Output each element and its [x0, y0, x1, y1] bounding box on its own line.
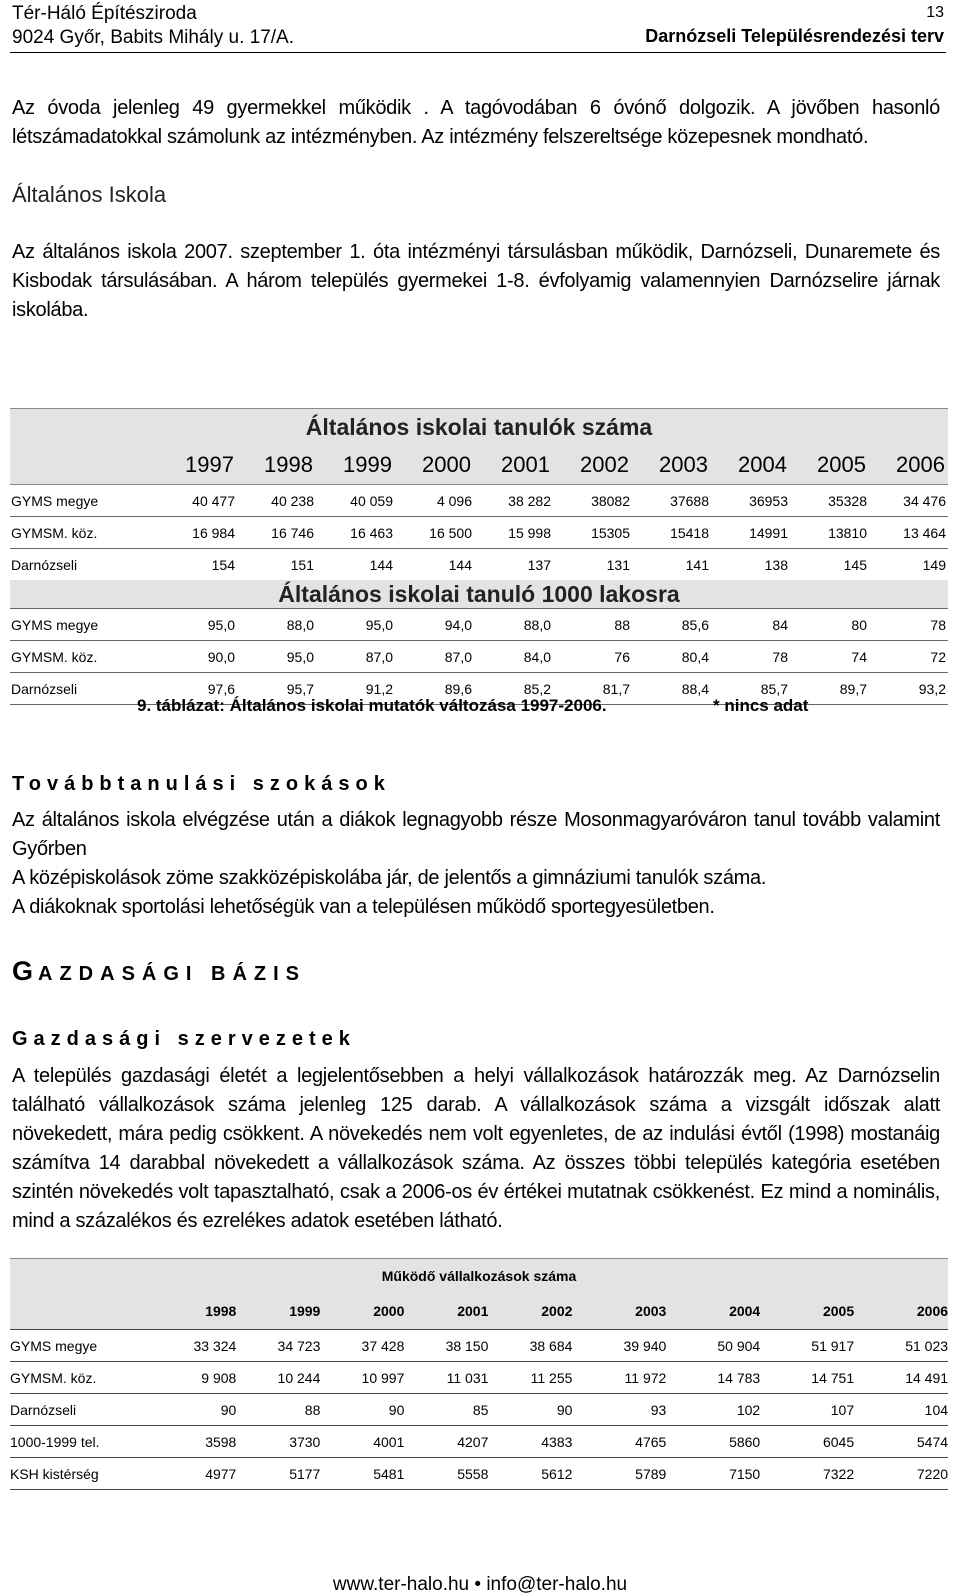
table-cell: 141 [685, 556, 709, 573]
businesses-table [10, 1258, 948, 1490]
table-row [10, 1394, 948, 1426]
table-cell: 36953 [749, 492, 788, 509]
table-title: Működő vállalkozások száma [10, 1258, 948, 1293]
table-cell: 80 [851, 616, 867, 633]
table-cell: 5474 [916, 1433, 949, 1450]
table-cell: 35328 [828, 492, 867, 509]
school-paragraph: Az általános iskola 2007. szeptember 1. óta intézményi társulásban működik, Darnózseli, Dunaremete és Kisbodak társulásában. A három település gyermekei 1-8. évfolyamig valamennyien Darnózselire járnak iskolába. [12, 241, 940, 321]
table-cell: 154 [211, 556, 235, 573]
table-cell: 78 [930, 616, 946, 633]
table-cell: 138 [764, 556, 788, 573]
table-cell: 3598 [205, 1433, 237, 1450]
table-row [10, 1458, 948, 1490]
year-header-cell: 2002 [541, 1303, 573, 1319]
table-cell: 5481 [373, 1465, 405, 1482]
table-cell: 107 [830, 1401, 855, 1418]
table-cell: 40 059 [350, 492, 393, 509]
year-header-cell: 2004 [729, 1303, 761, 1319]
row-label: KSH kistérség [10, 1465, 99, 1482]
table-cell: 16 984 [192, 524, 235, 541]
table-cell: 89,7 [839, 680, 867, 697]
table-year-header [10, 446, 948, 485]
table-cell: 90 [220, 1401, 237, 1418]
paragraph-line: A diákoknak sportolási lehetőségük van a településen működő sportegyesületben. [12, 896, 715, 918]
page-number: 13 [926, 4, 944, 21]
table-cell: 76 [614, 648, 630, 665]
table-cell: 16 746 [271, 524, 314, 541]
page-header-left [12, 2, 294, 50]
table-cell: 10 244 [277, 1369, 321, 1386]
table-cell: 97,6 [207, 680, 235, 697]
table-cell: 7322 [822, 1465, 855, 1482]
table-cell: 5558 [457, 1465, 489, 1482]
further-studies-paragraph [12, 806, 940, 922]
table-cell: 144 [369, 556, 393, 573]
table-cell: 95,0 [207, 616, 235, 633]
table-cell: 14991 [749, 524, 788, 541]
school-students-table [10, 408, 948, 705]
table-cell: 15 998 [508, 524, 551, 541]
table-cell: 72 [930, 648, 946, 665]
paragraph-line: A középiskolások zöme szakközépiskolába jár, de jelentős a gimnáziumi tanulók száma. [12, 867, 767, 889]
section-heading-organizations: Gazdasági szervezetek [12, 1028, 356, 1050]
table-cell: 88,0 [523, 616, 551, 633]
table-cell: 6045 [822, 1433, 855, 1450]
heading-initial: G [12, 956, 39, 986]
table-subtitle: Általános iskolai tanuló 1000 lakosra [10, 580, 948, 609]
row-label: GYMS megye [11, 492, 99, 509]
year-header-cell: 1998 [264, 452, 313, 477]
table-cell: 33 324 [193, 1337, 237, 1354]
row-label: Darnózseli [10, 1401, 77, 1418]
table-cell: 85 [472, 1401, 489, 1418]
table-cell: 102 [736, 1401, 761, 1418]
org-address: 9024 Győr, Babits Mihály u. 17/A. [12, 27, 294, 48]
table-cell: 88 [304, 1401, 321, 1418]
paragraph-line: Az általános iskola elvégzése után a diákok legnagyobb része Mosonmagyaróváron tanul tovább valamint Győrben [12, 809, 940, 860]
table-cell: 94,0 [444, 616, 472, 633]
year-header-cell: 1997 [185, 452, 234, 477]
table-cell: 74 [851, 648, 867, 665]
table-row [10, 1426, 948, 1458]
year-header-cell: 2003 [659, 452, 708, 477]
table-row [10, 1330, 948, 1362]
year-header-cell: 1999 [289, 1303, 321, 1319]
table-cell: 37688 [670, 492, 709, 509]
table-cell: 80,4 [681, 648, 709, 665]
table-cell: 85,7 [760, 680, 788, 697]
table-cell: 40 238 [271, 492, 314, 509]
table-cell: 95,0 [286, 648, 314, 665]
table-cell: 15418 [670, 524, 709, 541]
row-label: GYMSM. köz. [11, 648, 98, 665]
table-cell: 149 [922, 556, 946, 573]
table-cell: 51 023 [905, 1337, 949, 1354]
table-note: * nincs adat [713, 696, 809, 715]
year-header-cell: 2002 [580, 452, 629, 477]
table-cell: 85,2 [523, 680, 551, 697]
table-cell: 4207 [457, 1433, 489, 1450]
table-cell: 39 940 [623, 1337, 667, 1354]
table-cell: 91,2 [365, 680, 393, 697]
table-cell: 4383 [541, 1433, 573, 1450]
table-cell: 87,0 [365, 648, 393, 665]
table-cell: 38 282 [508, 492, 551, 509]
org-name: Tér-Háló Építésziroda [12, 3, 197, 24]
row-label: Darnózseli [11, 556, 78, 573]
page-footer: www.ter-halo.hu • info@ter-halo.hu [332, 1574, 628, 1595]
table-cell: 11 255 [530, 1369, 573, 1386]
table-cell: 5789 [635, 1465, 667, 1482]
table-cell: 84 [772, 616, 788, 633]
table-cell: 88 [614, 616, 630, 633]
table-cell: 10 997 [361, 1369, 405, 1386]
table-year-header [10, 1293, 948, 1330]
table-cell: 88,4 [681, 680, 709, 697]
table-cell: 4765 [635, 1433, 667, 1450]
table-cell: 51 917 [811, 1337, 855, 1354]
table-cell: 151 [290, 556, 314, 573]
table-cell: 11 972 [624, 1369, 667, 1386]
table-cell: 144 [448, 556, 472, 573]
section-heading-school: Általános Iskola [12, 182, 167, 207]
table-cell: 14 491 [905, 1369, 949, 1386]
table-row [10, 1362, 948, 1394]
header-divider [10, 52, 946, 53]
table-cell: 137 [527, 556, 551, 573]
table-cell: 16 463 [350, 524, 393, 541]
year-header-cell: 2006 [916, 1303, 949, 1319]
table-cell: 5860 [729, 1433, 761, 1450]
table-cell: 145 [843, 556, 867, 573]
year-header-cell: 2001 [501, 452, 550, 477]
table-cell: 14 783 [717, 1369, 761, 1386]
table-caption: 9. táblázat: Általános iskolai mutatók változása 1997-2006. [137, 696, 607, 715]
year-header-cell: 2005 [822, 1303, 855, 1319]
year-header-cell: 2001 [457, 1303, 489, 1319]
table-cell: 3730 [289, 1433, 321, 1450]
year-header-cell: 1999 [343, 452, 392, 477]
table-cell: 34 476 [903, 492, 946, 509]
table-cell: 13 464 [903, 524, 946, 541]
table-cell: 4977 [205, 1465, 237, 1482]
row-label: GYMSM. köz. [11, 524, 98, 541]
table-cell: 7220 [916, 1465, 949, 1482]
year-header-cell: 2005 [817, 452, 866, 477]
heading-rest: AZDASÁGI BÁZIS [38, 963, 307, 985]
table-cell: 87,0 [444, 648, 472, 665]
table-cell: 93,2 [918, 680, 946, 697]
year-header-cell: 2000 [422, 452, 471, 477]
table-cell: 85,6 [681, 616, 709, 633]
year-header-cell: 2003 [635, 1303, 667, 1319]
table-cell: 4 096 [436, 492, 472, 509]
table-cell: 131 [606, 556, 630, 573]
table-cell: 5177 [289, 1465, 321, 1482]
table-cell: 95,0 [365, 616, 393, 633]
table-row [10, 517, 948, 549]
row-label: Darnózseli [11, 680, 78, 697]
table-cell: 15305 [591, 524, 630, 541]
section-heading-further-studies: Továbbtanulási szokások [12, 773, 391, 795]
economy-paragraph: A település gazdasági életét a legjelentősebben a helyi vállalkozások határozzák meg. Az Darnózselin található vállalkozások száma jelenleg 125 darab. A vállalkozások száma a vizsgált időszak alatt növekedett, mára pedig csökkent. A növekedés nem volt egyenletes, de az indulási évtől (1998) mostanáig számítva 14 darabbal növekedett a vállalkozások száma. Az összes többi település kategória esetében szintén növekedés volt tapasztalható, csak a 2006-os év értékei mutatnak csökkenést. Ez mind a nominális, mind a százalékos és ezrelékes adatok esetében látható. [12, 1065, 940, 1232]
table-title: Általános iskolai tanulók száma [10, 408, 948, 446]
year-header-cell: 2004 [738, 452, 787, 477]
table-row [10, 485, 948, 517]
table-cell: 50 904 [717, 1337, 761, 1354]
table-cell: 9 908 [201, 1369, 237, 1386]
table-cell: 4001 [373, 1433, 405, 1450]
table-cell: 34 723 [277, 1337, 321, 1354]
table-cell: 11 031 [446, 1369, 489, 1386]
table-cell: 90 [388, 1401, 405, 1418]
table-row [10, 641, 948, 673]
table-cell: 38 684 [529, 1337, 573, 1354]
table-row [10, 609, 948, 641]
table-cell: 104 [924, 1401, 949, 1418]
year-header-cell: 1998 [205, 1303, 237, 1319]
table-cell: 95,7 [286, 680, 314, 697]
document-title: Darnózseli Településrendezési terv [645, 26, 944, 46]
row-label: GYMS megye [10, 1337, 98, 1354]
table-cell: 13810 [828, 524, 867, 541]
year-header-cell: 2006 [896, 452, 945, 477]
table-cell: 40 477 [192, 492, 235, 509]
table-cell: 84,0 [523, 648, 551, 665]
table-cell: 7150 [729, 1465, 761, 1482]
chapter-heading-economy [12, 956, 306, 987]
table-cell: 5612 [541, 1465, 573, 1482]
table-cell: 38 150 [445, 1337, 489, 1354]
row-label: 1000-1999 tel. [10, 1433, 100, 1450]
table-cell: 78 [772, 648, 788, 665]
year-header-cell: 2000 [373, 1303, 405, 1319]
table-cell: 37 428 [361, 1337, 405, 1354]
row-label: GYMS megye [11, 616, 99, 633]
row-label: GYMSM. köz. [10, 1369, 97, 1386]
table-cell: 90 [556, 1401, 573, 1418]
table-cell: 89,6 [444, 680, 472, 697]
table-cell: 81,7 [602, 680, 630, 697]
table-cell: 93 [650, 1401, 667, 1418]
table-cell: 14 751 [811, 1369, 855, 1386]
kindergarten-paragraph: Az óvoda jelenleg 49 gyermekkel működik . A tagóvodában 6 óvónő dolgozik. A jövőben hasonló létszámadatokkal számolunk az intézményben. Az intézmény felszereltsége közepesnek mondható. [12, 97, 940, 148]
table-cell: 16 500 [429, 524, 472, 541]
table-cell: 38082 [591, 492, 630, 509]
table-cell: 90,0 [207, 648, 235, 665]
table-cell: 88,0 [286, 616, 314, 633]
table-row [10, 549, 948, 581]
